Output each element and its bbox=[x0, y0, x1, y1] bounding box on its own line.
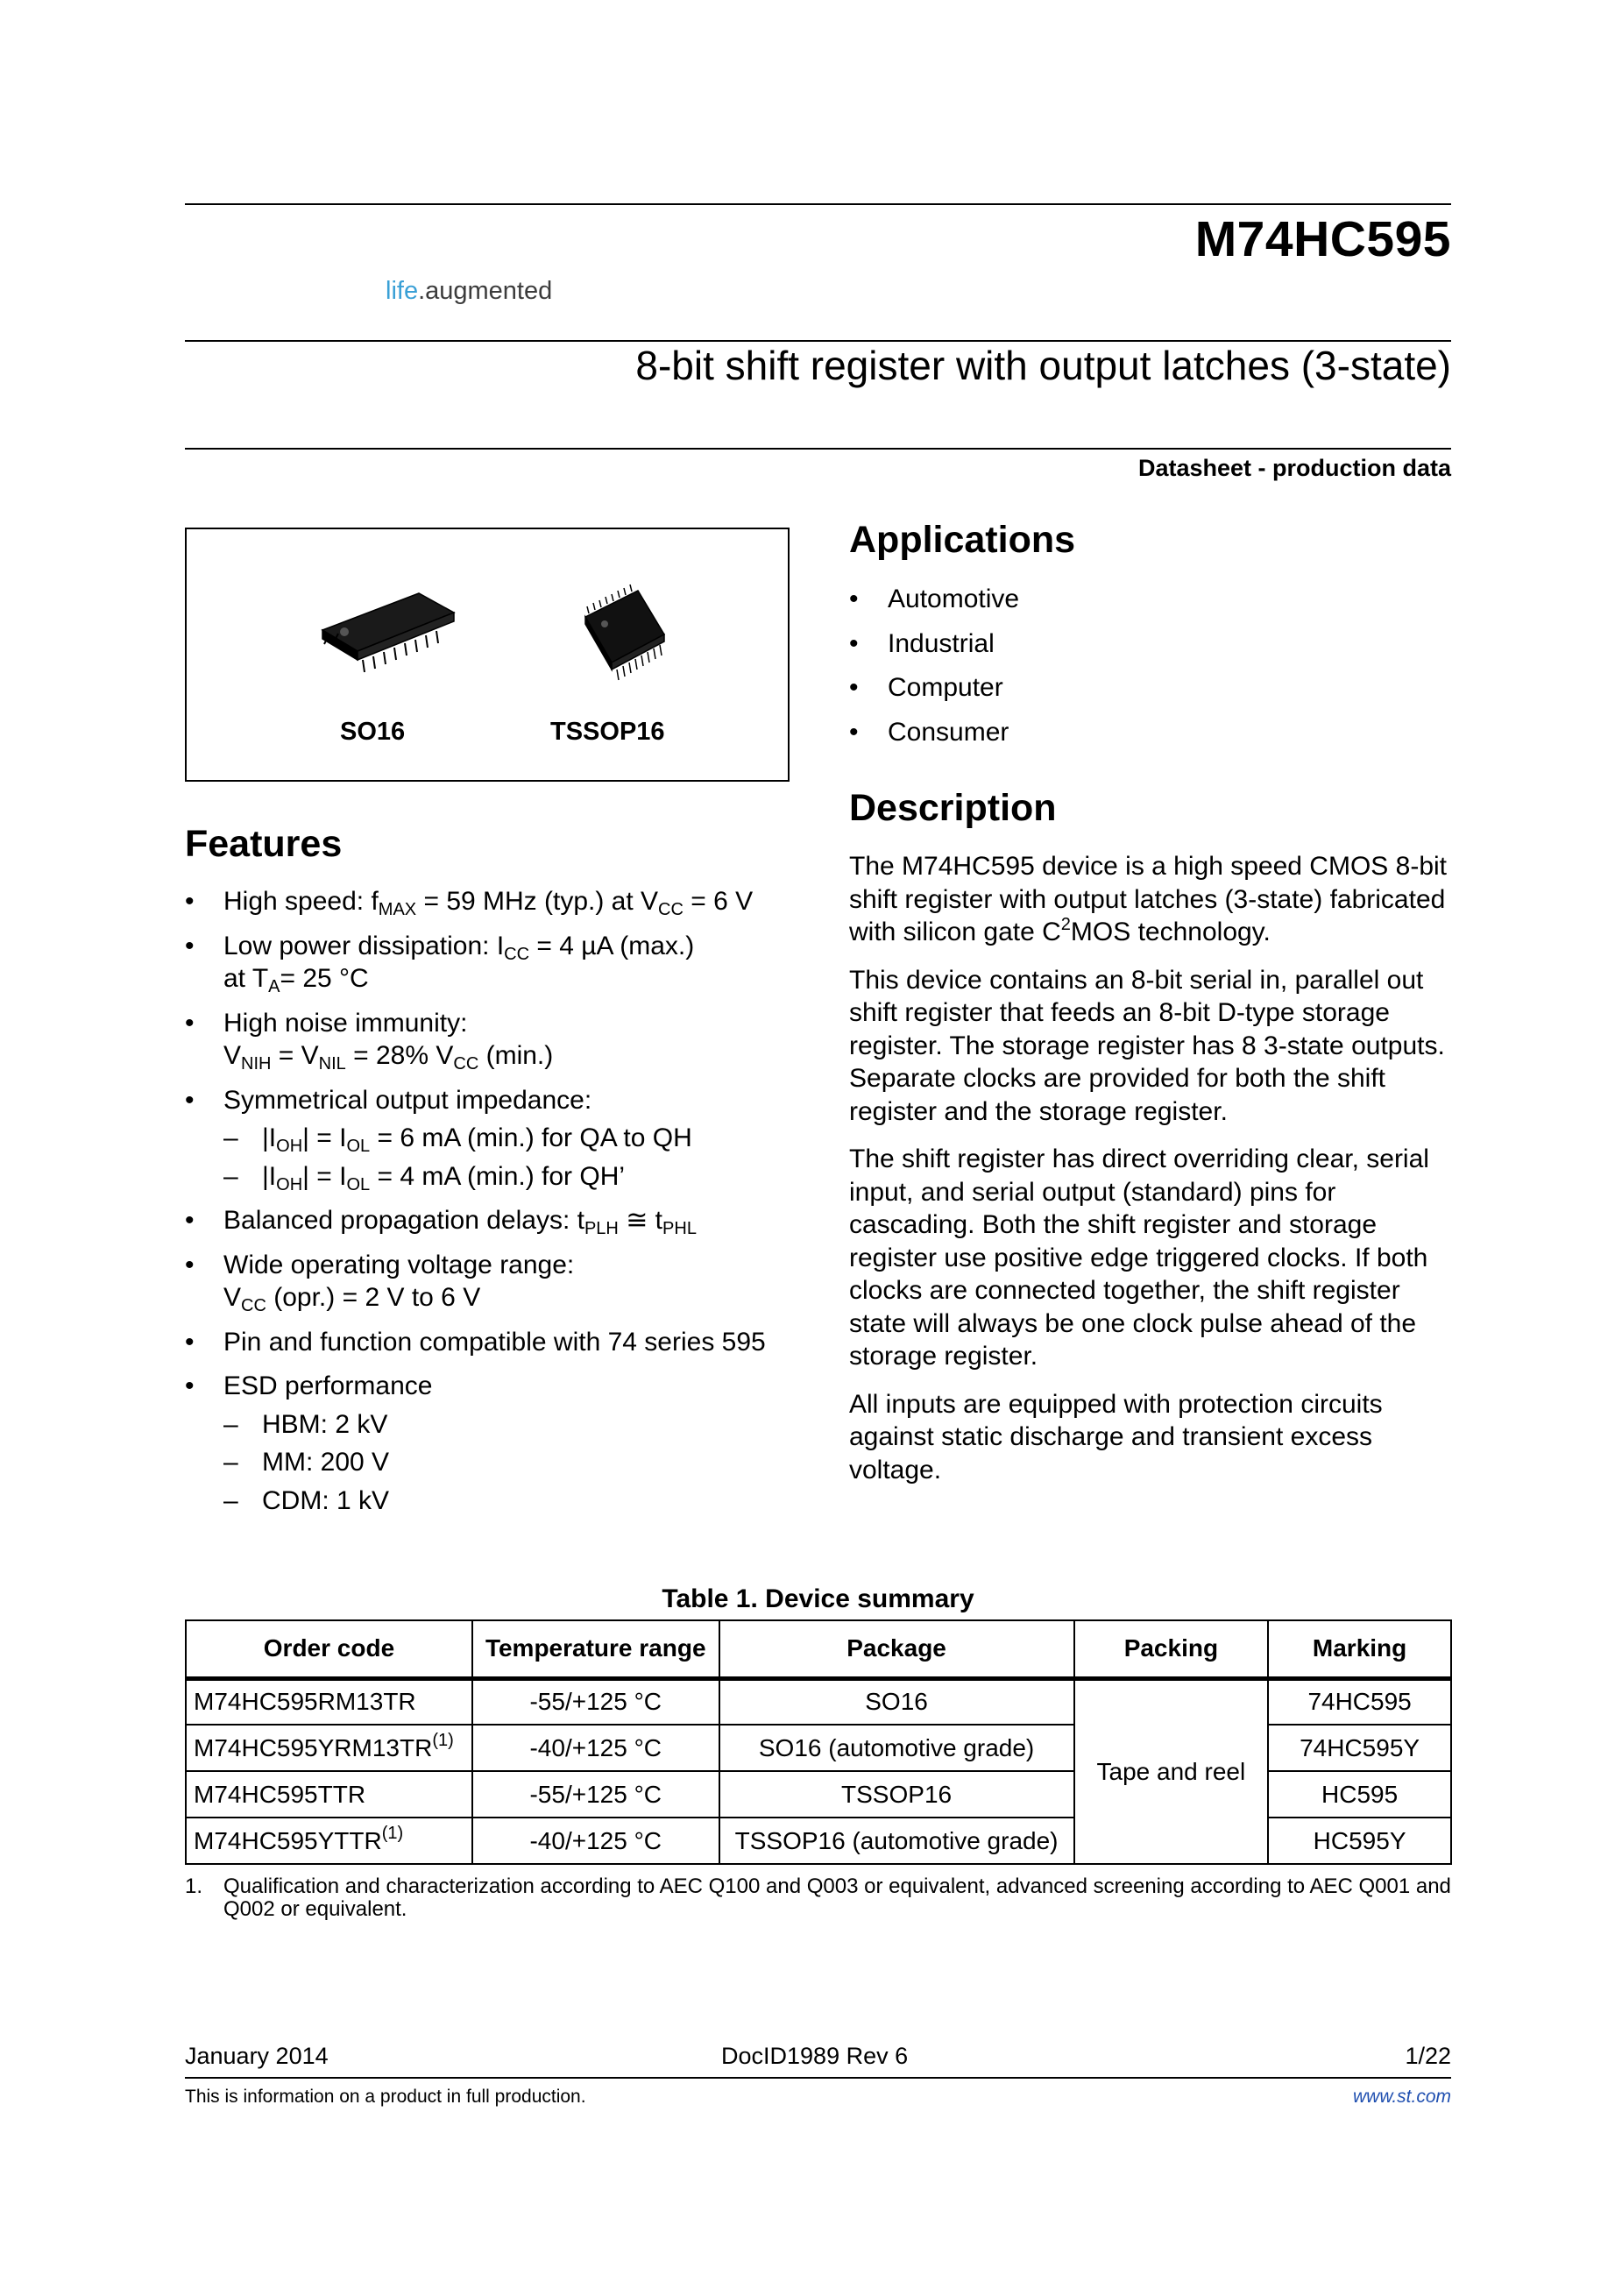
package-cell: TSSOP16 (automotive grade) bbox=[719, 1818, 1074, 1864]
feature-voltage: • Wide operating voltage range: $V_{CC}$ (opr.) = 2 V to 6 V bbox=[185, 1249, 798, 1315]
header-temperature: Temperature range bbox=[472, 1620, 719, 1678]
impedance-item: – $|I_{OH}| = I_{OL} = 4$ mA (min.) for QH’ bbox=[223, 1160, 798, 1194]
package-cell: SO16 bbox=[719, 1678, 1074, 1725]
temperature-cell: -55/+125 °C bbox=[472, 1771, 719, 1818]
application-item: • Industrial bbox=[849, 627, 1445, 661]
temperature-cell: -40/+125 °C bbox=[472, 1818, 719, 1864]
description-heading: Description bbox=[849, 787, 1057, 829]
order-code-cell: M74HC595RM13TR bbox=[186, 1678, 472, 1725]
package-cell: SO16 (automotive grade) bbox=[719, 1725, 1074, 1771]
footer-production-info: This is information on a product in full production. bbox=[185, 2087, 586, 2107]
temperature-cell: -55/+125 °C bbox=[472, 1678, 719, 1725]
footer-rule bbox=[185, 2077, 1451, 2079]
package-cell: TSSOP16 bbox=[719, 1771, 1074, 1818]
footnote-text: Qualification and characterization according to AEC Q100 and Q003 or equivalent, advanced screening according to AEC Q001 and Q002 or equivalent. bbox=[223, 1874, 1451, 1921]
table-row bbox=[186, 1678, 1451, 1725]
application-item: • Automotive bbox=[849, 583, 1445, 616]
header-package: Package bbox=[719, 1620, 1074, 1678]
temperature-cell: -40/+125 °C bbox=[472, 1725, 719, 1771]
marking-cell: 74HC595 bbox=[1268, 1678, 1451, 1725]
esd-item: – MM: 200 V bbox=[223, 1446, 798, 1479]
order-code-cell: M74HC595TTR bbox=[186, 1771, 472, 1818]
applications-heading: Applications bbox=[849, 519, 1076, 561]
application-item: • Computer bbox=[849, 671, 1445, 705]
packing-cell: Tape and reel bbox=[1074, 1678, 1269, 1864]
footer-doc-id: DocID1989 Rev 6 bbox=[721, 2043, 909, 2069]
so16-chip-icon bbox=[314, 578, 463, 683]
part-number-title: M74HC595 bbox=[1194, 211, 1451, 267]
table-footnote bbox=[185, 1875, 1451, 1921]
feature-speed: • High speed: $f_{MAX} = 59$ MHz (typ.) at $V_{CC} = 6$ V bbox=[185, 885, 798, 918]
table-caption: Table 1. Device summary bbox=[662, 1584, 974, 1613]
so16-label: SO16 bbox=[340, 718, 406, 746]
description-paragraph: This device contains an 8-bit serial in, parallel out shift register that feeds an 8-bit D-type storage register. The storage register has 8 3-state outputs. Separate clocks are provided for both the shift register and the storage register. bbox=[849, 965, 1445, 1126]
tssop16-label: TSSOP16 bbox=[550, 718, 665, 746]
footer-date: January 2014 bbox=[185, 2043, 329, 2069]
description-paragraph: All inputs are equipped with protection circuits against static discharge and transient excess voltage. bbox=[849, 1389, 1383, 1485]
esd-item: – HBM: 2 kV bbox=[223, 1408, 798, 1442]
description-paragraph: The shift register has direct overriding clear, serial input, and serial output (standard) pins for cascading. Both the shift register and storage register use positive edge triggered clocks. If both clocks are connected together, the shift register state will always be one clock pulse ahead of the storage register. bbox=[849, 1144, 1429, 1371]
features-list bbox=[185, 885, 798, 1528]
feature-noise: • High noise immunity: $V_{NIH} = V_{NIL} = 28\%$ $V_{CC}$ (min.) bbox=[185, 1007, 798, 1073]
features-heading: Features bbox=[185, 823, 343, 865]
document-subtitle: 8-bit shift register with output latches (3-state) bbox=[635, 343, 1451, 388]
esd-item: – CDM: 1 kV bbox=[223, 1485, 798, 1518]
feature-esd: • ESD performance – HBM: 2 kV – MM: 200 V – CDM: 1 kV bbox=[185, 1370, 798, 1517]
logo-tagline: life.augmented bbox=[386, 277, 553, 305]
top-rule bbox=[185, 203, 1451, 205]
subtitle-rule bbox=[185, 448, 1451, 450]
header-marking: Marking bbox=[1268, 1620, 1451, 1678]
datasheet-type: Datasheet - production data bbox=[1137, 455, 1451, 481]
feature-impedance: • Symmetrical output impedance: – $|I_{OH}| = I_{OL} = 6$ mA (min.) for QA to QH – $|I_{OH}| = I_{OL} = 4$ mA (min.) for QH’ bbox=[185, 1084, 798, 1194]
package-images-box bbox=[185, 528, 790, 782]
footnote-number: 1. bbox=[185, 1874, 203, 1898]
marking-cell: HC595 bbox=[1268, 1771, 1451, 1818]
feature-power: • Low power dissipation: $I_{CC} = 4$ µA (max.) at $T_A= 25$ °C bbox=[185, 930, 798, 996]
description-body bbox=[849, 850, 1454, 1501]
footer-page-number: 1/22 bbox=[1405, 2043, 1451, 2069]
order-code-cell: M74HC595YRM13TR$^{(1)}$ bbox=[186, 1725, 472, 1771]
impedance-item: – $|I_{OH}| = I_{OL} = 6$ mA (min.) for QA to QH bbox=[223, 1122, 798, 1155]
header-order-code: Order code bbox=[186, 1620, 472, 1678]
device-summary-table bbox=[185, 1619, 1452, 1865]
marking-cell: HC595Y bbox=[1268, 1818, 1451, 1864]
order-code-cell: M74HC595YTTR$^{(1)}$ bbox=[186, 1818, 472, 1864]
application-item: • Consumer bbox=[849, 716, 1445, 749]
header-packing: Packing bbox=[1074, 1620, 1269, 1678]
description-paragraph: The M74HC595 device is a high speed CMOS 8-bit shift register with output latches (3-state) fabricated with silicon gate $C^2MOS$ technology. bbox=[849, 852, 1448, 946]
footer-website-link[interactable]: www.st.com bbox=[1352, 2087, 1451, 2107]
applications-list bbox=[849, 583, 1445, 760]
tssop16-chip-icon bbox=[568, 582, 682, 696]
feature-delays: • Balanced propagation delays: $t_{PLH}$ ≅ $t_{PHL}$ bbox=[185, 1204, 798, 1237]
feature-compat: • Pin and function compatible with 74 series 595 bbox=[185, 1326, 798, 1359]
table-header-row bbox=[186, 1620, 1451, 1678]
marking-cell: 74HC595Y bbox=[1268, 1725, 1451, 1771]
